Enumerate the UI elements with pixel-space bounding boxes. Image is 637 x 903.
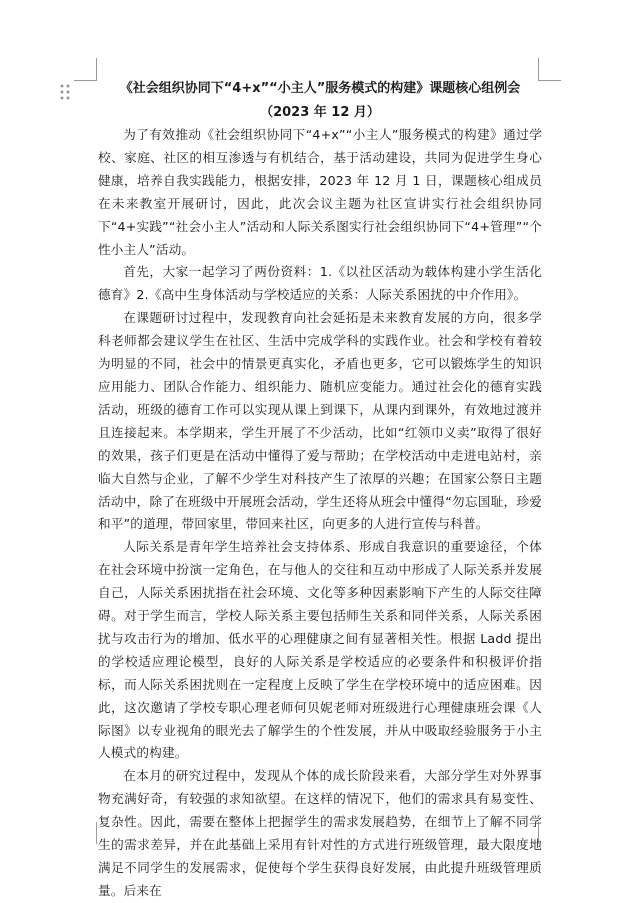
paragraph-research: 在本月的研究过程中，发现从个体的成长阶段来看，大部分学生对外界事物充满好奇，有较强的求知欲望。在这样的情况下，他们的需求具有易变性、复杂性。因此，需要在整体上把握学生的需求发展趋势，在细节上了解不同学生的需求差异，并在此基础上采用有针对性的方式进行班级管理，最大限度地满足不同学生的发展需求，促使每个学生获得良好发展，由此提升班级管理质量。后来在 xyxy=(98,768,542,898)
paragraph-readings: 首先，大家一起学习了两份资料：1.《以社区活动为载体构建小学生活化德育》2.《高中生身体活动与学校适应的关系：人际关系困扰的中介作用》。 xyxy=(98,264,542,303)
drag-handle-icon[interactable] xyxy=(58,83,72,101)
paragraph-purpose: 为了有效推动《社会组织协同下“4+x”“小主人”服务模式的构建》通过学校、家庭、社区的相互渗透与有机结合，基于活动建设，共同为促进学生身心健康，培养自我实践能力，根据安排，2023 年 12 月 1 日，课题核心组成员在未来教室开展研讨，因此，此次会议主题为社区宣讲实行社会组织协同下“4+实践”“社会小主人”活动和人际关系图实行社会组织协同下“4+管理”“个性小主人”活动。 xyxy=(98,127,542,257)
paragraph-discussion: 在课题研讨过程中，发现教育向社会延拓是未来教育发展的方向，很多学科老师都会建议学生在社区、生活中完成学科的实践作业。社会和学校有着较为明显的不同，社会中的情景更真实化，矛盾也更多，它可以锻炼学生的知识应用能力、团队合作能力、组织能力、随机应变能力。通过社会化的德育实践活动，班级的德育工作可以实现从课上到课下，从课内到课外，有效地过渡并且连接起来。本学期来，学生开展了不少活动，比如“红领巾义卖”取得了很好的效果，孩子们更是在活动中懂得了爱与帮助；在学校活动中走进电站村，亲临大自然与企业，了解不少学生对科技产生了浓厚的兴趣；在国家公祭日主题活动中，除了在班级中开展班会活动，学生还将从班会中懂得“勿忘国耻，珍爱和平”的道理，带回家里，带回来社区，向更多的人进行宣传与科普。 xyxy=(98,310,542,532)
margin-corner-bottom-left xyxy=(74,822,97,844)
document-body[interactable] xyxy=(98,78,542,903)
margin-corner-top-left xyxy=(74,58,97,81)
paragraph-relationships: 人际关系是青年学生培养社会支持体系、形成自我意识的重要途径，个体在社会环境中扮演一定角色，在与他人的交往和互动中形成了人际关系并发展自己，人际关系困扰指在社会环境、文化等多种因素影响下产生的人际交往障碍。对于学生而言，学校人际关系主要包括师生关系和同伴关系，人际关系困扰与攻击行为的增加、低水平的心理健康之间有显著相关性。根据 Ladd 提出的学校适应理论模型，良好的人际关系是学校适应的必要条件和积极评价指标，而人际关系困扰则在一定程度上反映了学生在学校环境中的适应困难。因此，这次邀请了学校专职心理老师何贝妮老师对班级进行心理健康班会课《人际图》以专业视角的眼光去了解学生的个性发展，并从中吸取经验服务于小主人模式的构建。 xyxy=(98,539,542,761)
document-title: 《社会组织协同下“4+x”“小主人”服务模式的构建》课题核心组例会 xyxy=(119,81,521,96)
document-date: （2023 年 12 月） xyxy=(260,105,380,120)
